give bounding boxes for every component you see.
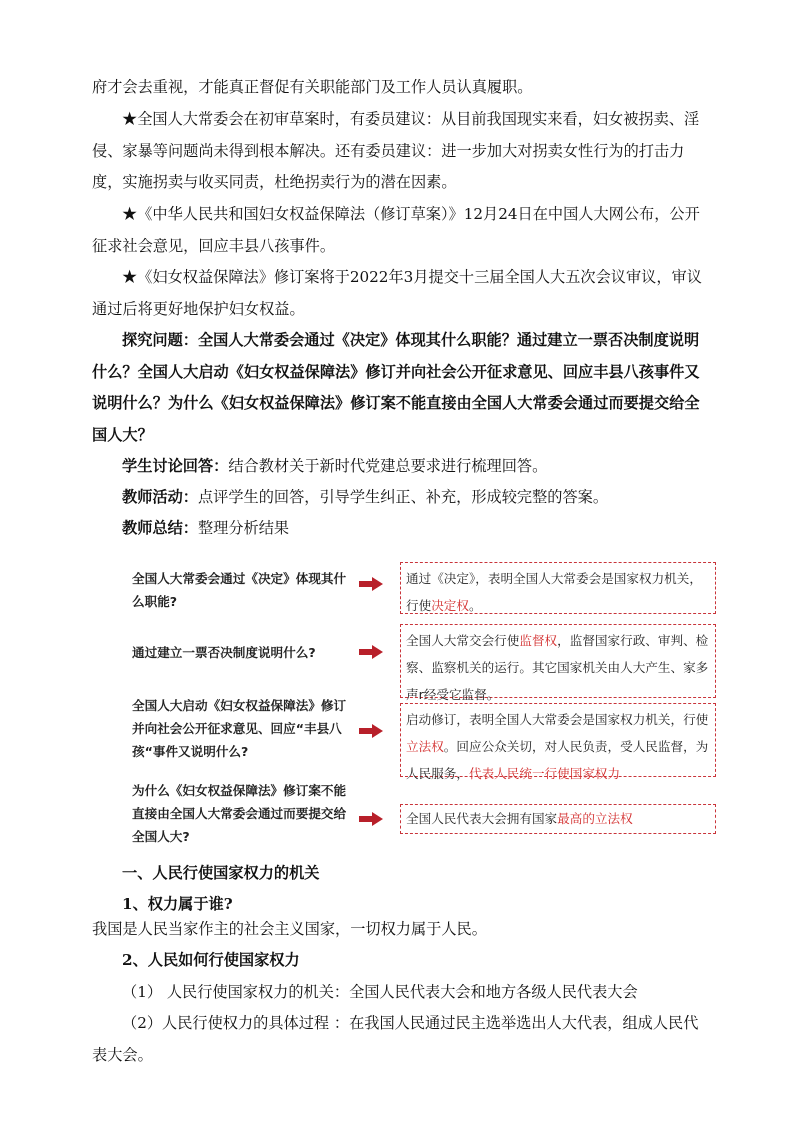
paragraph-organs-of-power: （1） 人民行使国家权力的机关：全国人民代表大会和地方各级人民代表大会 [122,983,638,1001]
subheading-how-people-exercise: 2、人民如何行使国家权力 [122,951,300,969]
subheading-who-owns-power: 1、权力属于谁? [122,895,233,913]
student-discussion-label: 学生讨论回答： [122,457,229,475]
teacher-activity-label: 教师活动： [122,488,198,506]
arrow-right-icon [359,645,383,659]
paragraph-power-belongs-people: 我国是人民当家作主的社会主义国家，一切权力属于人民。 [92,920,487,938]
answer-3-keyword-2: 代表人民统一行使国家权力 [468,766,621,781]
paragraph-student-discussion [92,451,704,483]
diagram-question-4: 为什么《妇女权益保障法》修订案不能直接由全国人大常委会通过而要提交给全国人大? [132,783,347,844]
answer-1-keyword: 决定权 [431,598,469,613]
arrow-right-icon [359,724,383,738]
answer-3-text: 启动修订，表明全国人大常委会是国家权力机关，行使 [406,712,709,727]
answer-4-text: 全国人民代表大会拥有国家 [406,811,558,826]
arrow-right-icon [359,812,383,826]
diagram-answer-1 [400,562,716,614]
paragraph-committee-suggestion: ★全国人大常委会在初审草案时，有委员建议：从目前我国现实来看，妇女被拐卖、淫侵、家暴等问题尚未得到根本解决。还有委员建议：进一步加大对拐卖女性行为的打击力度，实施拐卖与收买同责，杜绝拐卖行为的潜在因素。 [92,110,700,191]
diagram-question-1: 全国人大常委会通过《决定》体现其什么职能? [132,571,347,609]
answer-3-rest: 。回应公众关切，对人民负责，受人民监督，为人民服务， [406,739,709,781]
teacher-activity-text: 点评学生的回答，引导学生纠正、补充，形成较完整的答案。 [197,488,608,506]
student-discussion-text: 结合教材关于新时代党建总要求进行梳理回答。 [228,457,548,475]
teacher-summary-text: 整理分析结果 [197,519,290,537]
diagram-answer-3 [400,703,716,781]
diagram-question-2: 通过建立一票否决制度说明什么? [132,645,316,660]
teacher-summary-label: 教师总结： [122,519,198,537]
diagram-question-3: 全国人大启动《妇女权益保障法》修订并向社会公开征求意见、回应“丰县八孩“事件又说明什么? [132,698,347,759]
paragraph-teacher-activity [92,482,704,514]
arrow-right-icon [359,577,383,591]
answer-2-keyword: 监督权 [519,633,558,648]
answer-3-keyword: 立法权 [406,739,444,754]
paragraph-draft-published: ★《中华人民共和国妇女权益保障法（修订草案）》12月24日在中国人大网公布，公开征求社会意见，回应丰县八孩事件。 [92,205,700,255]
answer-2-rest: ，监督国家行政、审判、检察、监察机关的运行。其它国家机关由人大产生、家多声r经受它监督。 [406,633,709,702]
section-heading: 一、人民行使国家权力的机关 [122,864,320,882]
paragraph-teacher-summary [92,513,704,545]
paragraph-inquiry-questions: 探究问题：全国人大常委会通过《决定》体现其什么职能？通过建立一票否决制度说明什么？全国人大启动《妇女权益保障法》修订并向社会公开征求意见、回应丰县八孩事件又说明什么？为什么《妇女权益保障法》修订案不能直接由全国人大常委会通过而要提交给全国人大？ [92,331,700,444]
paragraph-exercise-process: （2）人民行使权力的具体过程 ：在我国人民通过民主选举选出人大代表，组成人民代表大会。 [92,1014,699,1064]
diagram-answer-4 [400,804,716,834]
answer-1-end: 。 [468,598,482,613]
answer-1-text: 通过《决定》，表明全国人大常委会是国家权力机关，行使 [406,571,702,613]
paragraph-intro-tail: 府才会去重视，才能真正督促有关职能部门及工作人员认真履职。 [92,78,533,96]
answer-2-text: 全国人大常交会行使 [406,633,520,648]
diagram-answer-2 [400,624,716,702]
answer-4-keyword: 最高的立法权 [557,811,633,826]
paragraph-amendment-review: ★《妇女权益保障法》修订案将于2022年3月提交十三届全国人大五次会议审议，审议通过后将更好地保护妇女权益。 [92,268,702,318]
